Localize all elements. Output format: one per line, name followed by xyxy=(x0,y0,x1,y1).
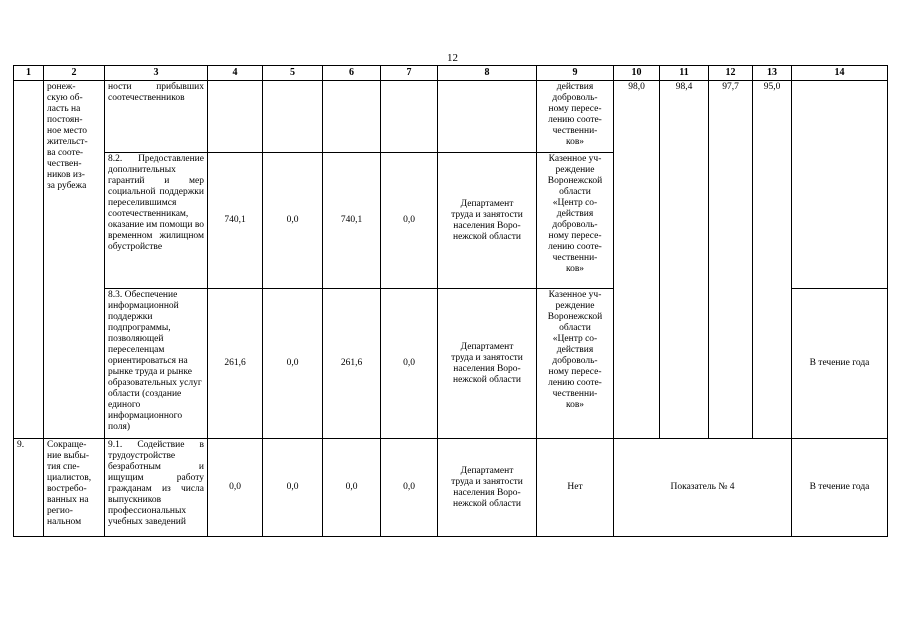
period-cell: В течение года xyxy=(792,439,888,537)
header-cell: 14 xyxy=(792,66,888,81)
header-cell: 6 xyxy=(323,66,381,81)
cell-number xyxy=(14,81,44,439)
indicator-value-cell: 98,0 xyxy=(614,81,660,439)
header-cell: 8 xyxy=(438,66,537,81)
value-cell xyxy=(263,81,323,153)
executor-cell: Нет xyxy=(537,439,614,537)
value-cell: 261,6 xyxy=(208,289,263,439)
period-cell xyxy=(792,81,888,289)
value-cell: 0,0 xyxy=(208,439,263,537)
value-cell xyxy=(208,81,263,153)
value-cell: 0,0 xyxy=(381,439,438,537)
value-cell: 261,6 xyxy=(323,289,381,439)
task-name-cell: ронеж- скую об- ласть на постоян- ное место жительст- ва соотe- чествен- ников из- за рубежа xyxy=(44,81,105,439)
indicator-value-cell: 97,7 xyxy=(709,81,753,439)
value-cell: 0,0 xyxy=(381,153,438,289)
value-cell: 0,0 xyxy=(381,289,438,439)
activity-cell: 9.1. Содействие в трудоустройстве безработным и ищущим работу гражданам из числа выпускников профессиональных учебных заведений xyxy=(105,439,208,537)
header-cell: 9 xyxy=(537,66,614,81)
header-cell: 13 xyxy=(753,66,792,81)
header-cell: 3 xyxy=(105,66,208,81)
header-cell: 12 xyxy=(709,66,753,81)
indicator-value-cell: 95,0 xyxy=(753,81,792,439)
department-cell: Департамент труда и занятости населения Воро- нежской области xyxy=(438,289,537,439)
executor-cell: действия добрoволь- ному пересе- лению соотe- чественни- ков» xyxy=(537,81,614,153)
page-number: 12 xyxy=(447,52,458,64)
header-cell: 11 xyxy=(660,66,709,81)
value-cell: 740,1 xyxy=(323,153,381,289)
header-cell: 5 xyxy=(263,66,323,81)
header-cell: 10 xyxy=(614,66,660,81)
header-cell: 2 xyxy=(44,66,105,81)
value-cell: 0,0 xyxy=(263,153,323,289)
indicator-value-cell: 98,4 xyxy=(660,81,709,439)
indicator-ref-cell: Показатель № 4 xyxy=(614,439,792,537)
department-cell: Департамент труда и занятости населения Воро- нежской области xyxy=(438,153,537,289)
header-row xyxy=(14,66,888,81)
period-cell: В течение года xyxy=(792,289,888,439)
table-row xyxy=(14,439,888,537)
department-cell: Департамент труда и занятости населения Воро- нежской области xyxy=(438,439,537,537)
task-name-cell: Сокраще- ние выбы- тия спе- циалистов, востребо- ванных на регио- нальном xyxy=(44,439,105,537)
value-cell: 740,1 xyxy=(208,153,263,289)
program-table xyxy=(13,65,888,537)
header-cell: 7 xyxy=(381,66,438,81)
table-row xyxy=(14,81,888,153)
value-cell: 0,0 xyxy=(263,289,323,439)
department-cell xyxy=(438,81,537,153)
value-cell: 0,0 xyxy=(263,439,323,537)
activity-cell: 8.2. Предоставление дополнительных гарантий и мер социальной поддержки переселившимся соотечественникам, оказание им помощи во временном жилищном обустройстве xyxy=(105,153,208,289)
value-cell xyxy=(323,81,381,153)
value-cell: 0,0 xyxy=(323,439,381,537)
cell-number: 9. xyxy=(14,439,44,537)
activity-cell: ности прибывших соотечественников xyxy=(105,81,208,153)
executor-cell: Казенное уч- реждение Воронежской области «Центр со- действия добрoволь- ному пересе- лению соотe- чественни- ков» xyxy=(537,153,614,289)
value-cell xyxy=(381,81,438,153)
executor-cell: Казенное уч- реждение Воронежской области «Центр со- действия добрoволь- ному пересе- лению соотe- чественни- ков» xyxy=(537,289,614,439)
header-cell: 1 xyxy=(14,66,44,81)
header-cell: 4 xyxy=(208,66,263,81)
activity-cell: 8.3. Обеспечение информационной поддержки подпрограммы, позволяющей переселенцам ориентироваться на рынке труда и рынке образовательных услуг области (создание единого информационного поля) xyxy=(105,289,208,439)
